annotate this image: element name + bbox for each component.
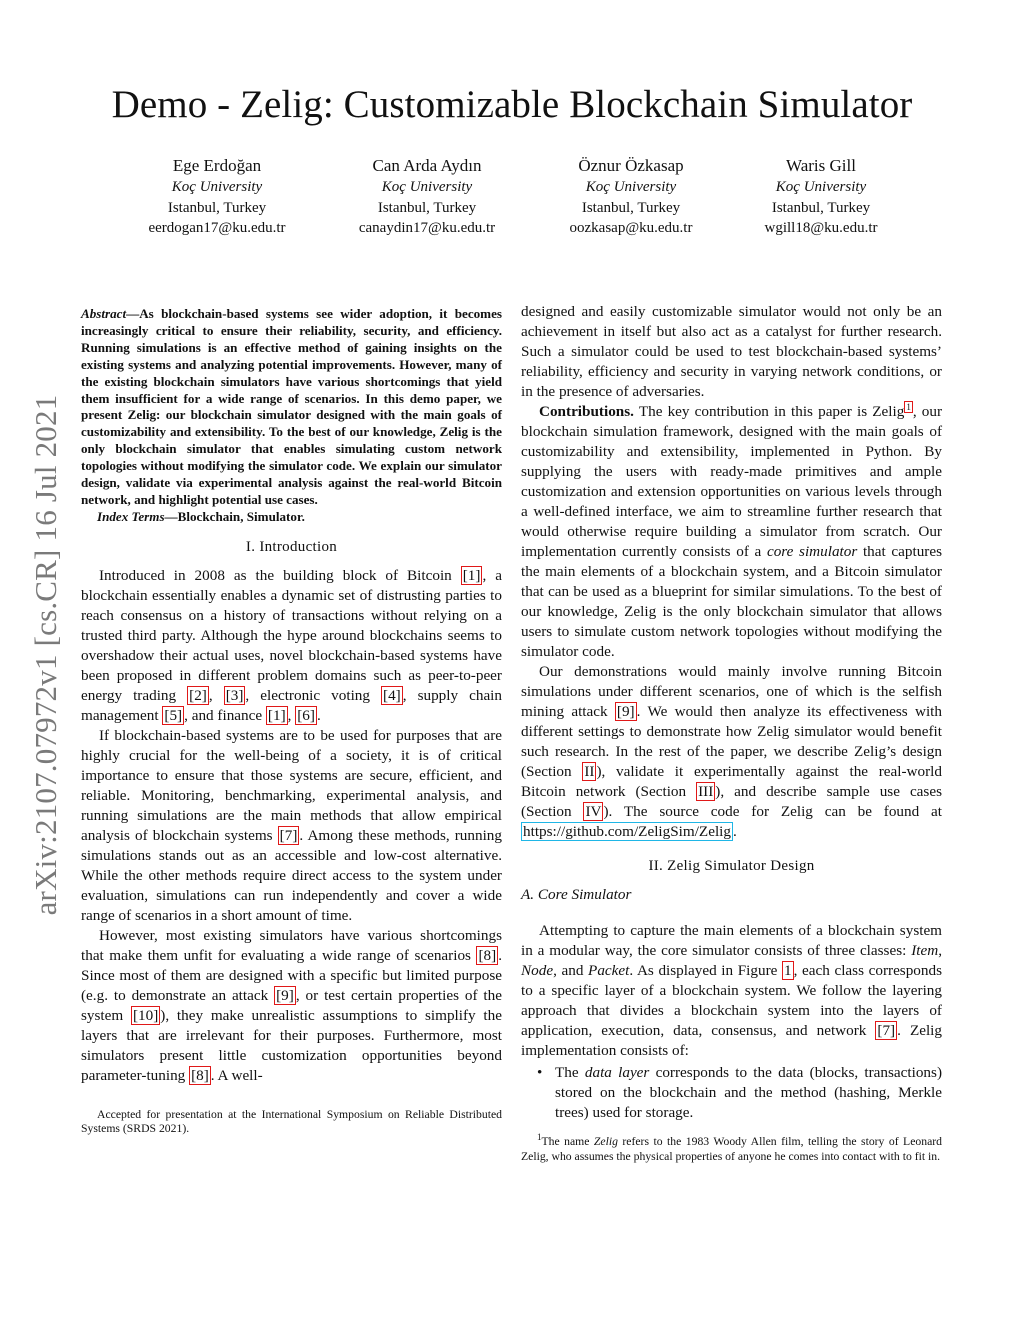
figure-link[interactable]: 1 xyxy=(784,962,792,979)
author-affiliation: Koç University xyxy=(381,179,473,195)
abstract xyxy=(81,306,502,509)
citation-link[interactable]: [7] xyxy=(877,1022,896,1039)
author-email: eerdogan17@ku.edu.tr xyxy=(148,220,286,236)
author-name: Can Arda Aydın xyxy=(372,156,482,175)
author-name: Waris Gill xyxy=(786,156,856,175)
author-4 xyxy=(716,155,926,239)
abstract-text: —As blockchain-based systems see wider adoption, it becomes increasingly critical to ensure their reliability, security, and efficiency. Running simulations is an effective method of gaining insights on the existing systems and analyzing potential improvements. However, many of the existing blockchain simulators have various shortcomings that yield them insufficient for a wide range of scenarios. In this demo paper, we present Zelig: our blockchain simulator designed with the main goals of customizability and extensibility. To the best of our knowledge, Zelig is the only blockchain simulator that enables simulating custom network topologies without modifying the simulator code. We explain our simulator design, validate via experimental analysis against the real-world Bitcoin network, and highlight potential use cases. xyxy=(81,306,502,507)
acceptance-footnote: Accepted for presentation at the International Symposium on Reliable Distributed Systems (SRDS 2021). xyxy=(81,1107,502,1136)
intro-paragraph-2: If blockchain-based systems are to be used for purposes that are highly crucial for the well-being of a society, it is of critical importance to ensure that those systems are secure, efficient, and reliable. Monitoring, benchmarking, experimental analysis, and running simulations are the main methods that allow empirical analysis of blockchain systems [7] . Among these methods, running simulations stands out as an accessible and low-cost alternative. While the other methods require direct access to the system under evaluation, simulations can run independently and cover a wide range of scenarios in a short amount of time. xyxy=(81,726,502,924)
paper-title: Demo - Zelig: Customizable Blockchain Simulator xyxy=(111,83,913,126)
citation-link[interactable]: [7] xyxy=(279,826,298,844)
author-location: Istanbul, Turkey xyxy=(377,199,477,216)
list-item: • The data layer corresponds to the data (blocks, transactions) stored on the blockchain and the method (hashing, Merkle trees) used for storage. xyxy=(537,1064,942,1121)
core-simulator-paragraph: Attempting to capture the main elements of a blockchain system in a modular way, the core simulator consists of three classes: Item, Node, and Packet. As displayed in Figure 1 , each class corresponds to a specific layer of a blockchain system. We follow the layering approach that divides a blockchain system into the layers of application, execution, data, consensus, and network [7] . Zelig implementation consists of: xyxy=(521,922,943,1059)
citation-link[interactable]: [5] xyxy=(164,706,183,724)
section-link[interactable]: III xyxy=(698,783,714,800)
citation-link[interactable]: [1] xyxy=(462,566,481,584)
author-email: canaydin17@ku.edu.tr xyxy=(358,220,496,236)
citation-link[interactable]: [8] xyxy=(191,1066,209,1084)
section-link[interactable]: II xyxy=(584,763,595,780)
author-email: oozkasap@ku.edu.tr xyxy=(569,220,693,236)
intro-paragraph-4: designed and easily customizable simulator would not only be an achievement in itself but also act as a catalyst for further research. Such a simulator could be used to test blockchain-based systems’ reliability, efficiency and security in varying network conditions, or in the presence of adversaries. xyxy=(521,303,942,400)
right-column xyxy=(521,302,942,1164)
author-2 xyxy=(322,155,532,239)
author-location: Istanbul, Turkey xyxy=(167,199,267,216)
contributions-label: Contributions. xyxy=(539,403,634,420)
index-terms xyxy=(81,509,502,526)
author-1 xyxy=(112,155,322,239)
author-name: Öznur Özkasap xyxy=(578,156,684,175)
author-affiliation: Koç University xyxy=(171,179,263,195)
citation-link[interactable]: [6] xyxy=(297,706,315,724)
citation-link[interactable]: [1] xyxy=(267,706,286,724)
citation-link[interactable]: [9] xyxy=(276,986,294,1004)
intro-paragraph-3: However, most existing simulators have various shortcomings that make them unfit for evaluating a wide range of scenarios [8] . Since most of them are designed with a specific but limited purpose (e.g. to demonstrate an attack [9] , or test certain properties of the system [10] ), they make unrealistic assumptions to simplify the layers that are irrelevant for their purposes. Furthermore, most simulators present little customization opportunities beyond parameter-tuning [8] . A well- xyxy=(81,926,502,1084)
citation-link[interactable]: [10] xyxy=(132,1006,159,1024)
index-terms-label: Index Terms xyxy=(97,508,165,524)
footnote-area xyxy=(521,1132,942,1164)
citation-link[interactable]: [3] xyxy=(225,686,244,704)
section-heading-introduction: I. Introduction xyxy=(245,538,338,555)
index-terms-text: —Blockchain, Simulator. xyxy=(164,508,305,524)
citation-link[interactable]: [2] xyxy=(189,686,207,704)
left-column xyxy=(81,306,502,1137)
citation-link[interactable]: [4] xyxy=(383,686,401,704)
author-block xyxy=(0,155,1024,245)
citation-link[interactable]: [8] xyxy=(478,946,497,964)
arxiv-stamp: arXiv:2107.07972v1 [cs.CR] 16 Jul 2021 xyxy=(28,394,63,916)
author-affiliation: Koç University xyxy=(585,179,677,195)
citation-link[interactable]: [9] xyxy=(616,703,635,720)
author-location: Istanbul, Turkey xyxy=(771,199,871,216)
subsection-heading-core: A. Core Simulator xyxy=(521,886,632,903)
intro-paragraph-1: Introduced in 2008 as the building block of Bitcoin [1] , a blockchain essentially enables a dynamic set of distrusting parties to reach consensus on a history of transactions without relying on a trusted third party. Although the hype around blockchains seems to overshadow their actual uses, novel blockchain-based systems have been proposed in different problem domains such as peer-to-peer energy trading [2] , [3] , electronic voting [4] , supply chain management [5] , and finance [1] , [6] . xyxy=(81,566,502,724)
abstract-label: Abstract xyxy=(81,306,127,321)
bullet-icon: • xyxy=(537,1064,543,1081)
author-name: Ege Erdoğan xyxy=(172,156,262,175)
demonstrations-paragraph: Our demonstrations would mainly involve running Bitcoin simulations under different scenarios, one of which is the selfish mining attack [9] . We would then analyze its effectiveness with different settings to demonstrate how Zelig simulator would benefit such research. In the rest of the paper, we describe Zelig’s design (Section II ), validate it experimentally against the real-world Bitcoin network (Section III ), and describe sample use cases (Section IV ). The source code for Zelig can be found at https://github.com/ZeligSim/Zelig . xyxy=(521,663,942,840)
contributions-paragraph: Contributions. The key contribution in this paper is Zelig $^1$ , our blockchain simulation framework, designed with the main goals of customizability and extensibility, implemented in Python. By supplying the users with ready-made primitives and ample customization and extension opportunities on various levels through a well-defined interface, we aim to streamline further research that would otherwise require building a simulator from scratch. Our implementation currently consists of a core simulator that captures the main elements of a blockchain system, and a Bitcoin simulator that can be used as a blueprint for similar simulations. To the best of our knowledge, Zelig is the only blockchain simulator that allows users to simulate custom network topologies without modifying the simulator code. xyxy=(521,401,943,660)
section-link[interactable]: IV xyxy=(585,803,602,820)
author-location: Istanbul, Turkey xyxy=(581,199,681,216)
author-3 xyxy=(526,155,736,239)
source-code-link[interactable]: https://github.com/ZeligSim/Zelig xyxy=(523,823,731,840)
footnote-marker[interactable]: 1 xyxy=(906,401,911,412)
section-heading-design: II. Zelig Simulator Design xyxy=(648,858,815,874)
author-email: wgill18@ku.edu.tr xyxy=(764,220,878,236)
author-affiliation: Koç University xyxy=(775,179,867,195)
zelig-footnote: $^1$The name Zelig refers to the 1983 Woody Allen film, telling the story of Leonard Zelig, who assumes the physical properties of anyone he comes into contact with to fit in. xyxy=(521,1132,942,1163)
